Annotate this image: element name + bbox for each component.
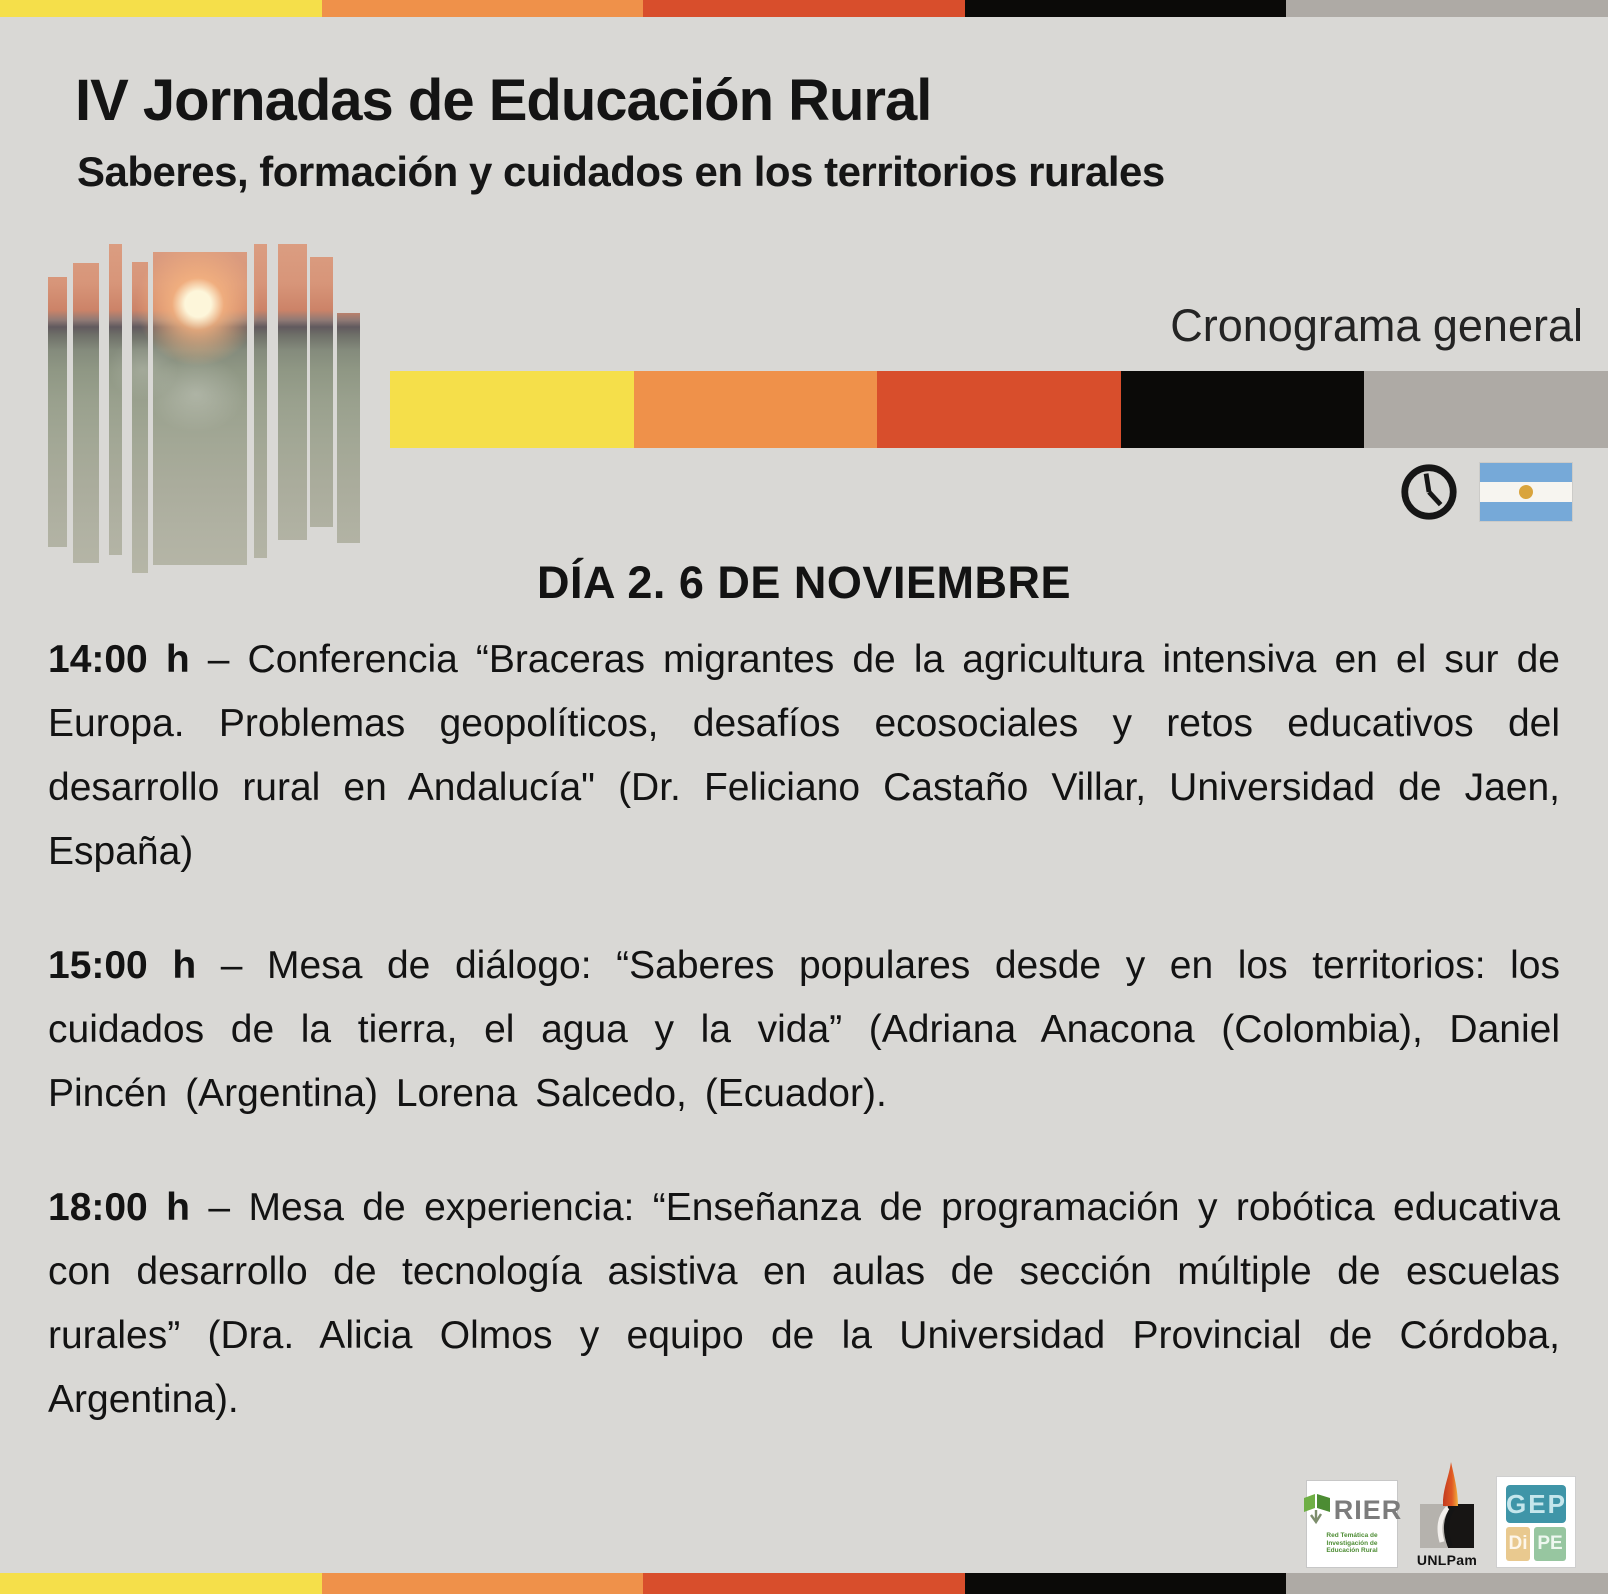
event-item [48,1176,1560,1432]
stripe-segment-black [1121,371,1365,448]
event-separator: – [207,638,230,681]
time-flag-row [1398,461,1572,523]
stripe-segment-red [643,0,965,17]
flag-stripe-blue [1480,502,1572,521]
unlpam-logo [1414,1462,1480,1568]
event-item [48,934,1560,1126]
photo-strip [254,244,267,558]
event-list [48,628,1560,1482]
rier-logo [1306,1480,1403,1568]
rier-book-plant-icon [1302,1493,1332,1529]
photo-strip [109,244,122,555]
flag-stripe-white [1480,482,1572,501]
gep-tile: GEP [1506,1485,1566,1523]
poster-title: IV Jornadas de Educación Rural [75,68,932,133]
photo-strip [48,277,67,547]
schedule-label: Cronograma general [1170,300,1583,351]
photo-strip [310,257,333,527]
gep-dipe-logo [1496,1476,1576,1568]
bottom-color-stripe [0,1573,1608,1594]
stripe-segment-black [965,0,1287,17]
stripe-segment-red [877,371,1121,448]
event-description: Conferencia “Braceras migrantes de la agricultura intensiva en el sur de Europa. Problemas geopolíticos, desafíos ecosociales y retos educativos del desarrollo rural en Andalucía" (Dr. Feliciano Castaño Villar, Universidad de Jaen, España) [48,638,1560,873]
flag-sun [1519,485,1533,499]
stripe-segment-yellow [0,0,322,17]
photo-strip [278,244,307,540]
di-tile: Di [1506,1527,1530,1561]
day-heading: DÍA 2. 6 DE NOVIEMBRE [537,557,1071,608]
event-item [48,628,1560,884]
mid-color-stripe [390,371,1608,448]
event-time: 18:00 h [48,1186,190,1229]
event-separator: – [208,1186,231,1229]
stripe-segment-orange [322,1573,644,1594]
event-description: Mesa de diálogo: “Saberes populares desde y en los territorios: los cuidados de la tierra, el agua y la vida” (Adriana Anacona (Colombia), Daniel Pincén (Argentina) Lorena Salcedo, (Ecuador). [48,944,1560,1115]
stripe-segment-yellow [390,371,634,448]
event-time: 14:00 h [48,638,190,681]
sunset-field-photo [48,244,360,576]
photo-strip [132,262,148,573]
stripe-segment-orange [634,371,878,448]
photo-strip [73,263,99,563]
stripe-segment-red [643,1573,965,1594]
argentina-flag-icon [1480,463,1572,521]
stripe-segment-black [965,1573,1287,1594]
rier-acronym: RIER [1333,1495,1403,1526]
photo-strip [337,313,360,543]
stripe-segment-orange [322,0,644,17]
stripe-segment-gray [1286,0,1608,17]
unlpam-label: UNLPam [1416,1552,1478,1568]
photo-strip [153,252,247,565]
event-separator: – [220,944,243,987]
top-color-stripe [0,0,1608,17]
flag-stripe-blue [1480,463,1572,482]
clock-icon [1398,461,1460,523]
event-time: 15:00 h [48,944,197,987]
rier-tagline: Red Temática de Investigación de Educación Rural [1326,1531,1378,1555]
event-description: Mesa de experiencia: “Enseñanza de programación y robótica educativa con desarrollo de tecnología asistiva en aulas de sección múltiple de escuelas rurales” (Dra. Alicia Olmos y equipo de la Universidad Provincial de Córdoba, Argentina). [48,1186,1561,1421]
stripe-segment-yellow [0,1573,322,1594]
logos-row [1306,1462,1576,1568]
pe-tile: PE [1534,1527,1566,1561]
stripe-segment-gray [1286,1573,1608,1594]
poster-subtitle: Saberes, formación y cuidados en los territorios rurales [77,148,1165,195]
unlpam-flame-icon [1417,1462,1477,1550]
stripe-segment-gray [1364,371,1608,448]
